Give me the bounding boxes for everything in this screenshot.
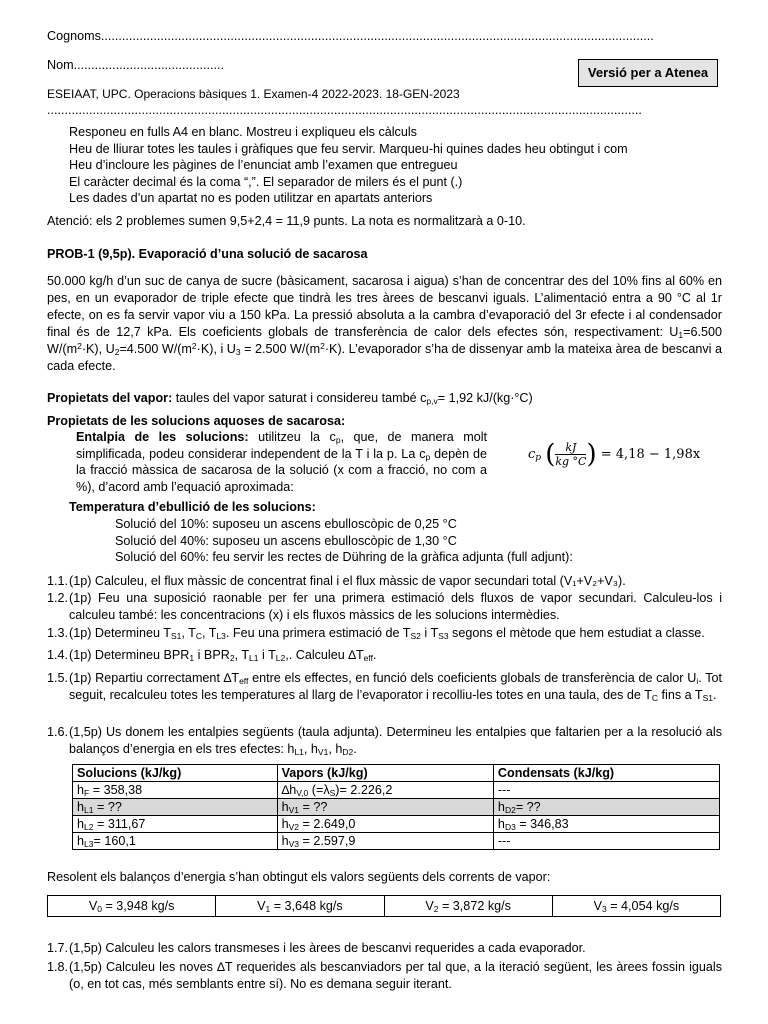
- question-1-3: 1.3. (1p) Determineu $T_{S1}$, $T_C$, $T_{L3}$. Feu una primera estimació de $T_{S2}$ i $T_{S3}$ segons el mètode que hem estudiat a classe.: [47, 626, 705, 641]
- table-cell: $V_3 = 4,054$ kg/s: [552, 896, 720, 917]
- question-1-5: 1.5. (1p) Repartiu correctament $\Delta T_{eff}$ entre els effectes, en funció dels coeficients globals de transferència de calor $U_i$. Tot seguit, recalculeu totes les temperatures al llarg de l’evaporator i recolliu-les totes en una taula, des de $T_C$ fins a $T_{S1}$.: [47, 671, 722, 703]
- question-1-4: 1.4. (1p) Determineu $BPR_1$ i $BPR_2$, $T_{L1}$ i $T_{L2}$,. Calculeu $\Delta T_{eff}$.: [47, 648, 377, 663]
- table-cell: $h_{V1}$ = ??: [277, 799, 493, 816]
- cp-equation: $c_p$ ( $\frac{kJ}{kg ^\circ C}$ ) = 4,18 − 1,98x: [528, 439, 701, 470]
- table-cell: $h_{D2}=$ ??: [493, 799, 719, 816]
- vapor-properties: Propietats del vapor: taules del vapor saturat i considereu també $c_{p,v}= 1,92$ kJ/(kg·°C): [47, 391, 533, 406]
- vapor-intro: Resolent els balanços d’energia s’han obtingut els valors següents dels corrents de vapor:: [47, 870, 551, 884]
- table-cell: ---: [493, 833, 719, 850]
- boiling-title: Temperatura d’ebullició de les solucions:: [69, 500, 316, 514]
- table-cell: $h_{V3} = 2.597,9$: [277, 833, 493, 850]
- instruction-item: El caràcter decimal és la coma “,”. El separador de milers és el punt (.): [69, 174, 463, 189]
- question-1-6: 1.6. (1,5p) Us donem les entalpies següents (taula adjunta). Determineu les entalpies que faltarien per a la resolució als balanços d’energia en els tres efectes: $h_{L1}$, $h_{V1}$, $h_{D2}$.: [47, 725, 722, 757]
- instruction-item: Responeu en fulls A4 en blanc. Mostreu i expliqueu els càlculs: [69, 125, 417, 139]
- question-1-2: 1.2. (1p) Feu una suposició raonable per fer una primera estimació dels fluxos de vapor secundari. Calculeu-los i calculeu també: les concentracions (x) i els fluxos màssics de les solucions intermèdies.: [47, 591, 722, 622]
- table-row: [73, 782, 720, 799]
- table-cell: $h_{L1}$ = ??: [73, 799, 278, 816]
- version-box: Versió per a Atenea: [578, 59, 718, 87]
- instruction-item: Les dades d’un apartat no es poden utilitzar en apartats anteriors: [69, 191, 433, 205]
- question-1-8: 1.8. (1,5p) Calculeu les noves ∆T requerides als bescanviadors per tal que, a la iteració següent, les àrees fossin iguals (o, en tot cas, més semblants entre sí). No es demana seguir iterant.: [47, 960, 722, 991]
- table-cell: $h_{V2} = 2.649,0$: [277, 816, 493, 833]
- problem-title: PROB-1 (9,5p). Evaporació d’una solució de sacarosa: [47, 247, 368, 261]
- enthalpy-description: Entalpia de les solucions: utilitzeu la $c_p$, que, de manera molt simplificada, podeu considerar independent de la T i la p. La $c_p$ depèn de la fracció màssica de sacarosa de la solució (x com a fracció, no com a %), d’acord amb l’equació aproximada:: [76, 430, 488, 494]
- boiling-items: [115, 516, 573, 566]
- table-cell: ---: [493, 782, 719, 799]
- vapor-flow-table: [47, 895, 721, 917]
- boiling-item: Solució del 40%: suposeu un ascens ebulloscòpic de 1,30 °C: [115, 533, 457, 548]
- question-1-7: 1.7. (1,5p) Calculeu les calors transmeses i les àrees de bescanvi requerides a cada evaporador.: [47, 941, 586, 955]
- table-cell: $V_0 = 3,948$ kg/s: [48, 896, 216, 917]
- boiling-item: Solució del 60%: feu servir les rectes de Dühring de la gràfica adjunta (full adjunt):: [115, 550, 573, 564]
- column-header: Solucions (kJ/kg): [73, 765, 278, 782]
- separator-line: ..........................................................................................................................................................................: [47, 103, 642, 117]
- name-field: Nom...........................................: [47, 58, 225, 72]
- table-row: [73, 833, 720, 850]
- table-cell: $\Delta h_{V,0}$ $(=\lambda_S)= 2.226,2$: [277, 782, 493, 799]
- instructions: [69, 124, 709, 207]
- boiling-item: Solució del 10%: suposeu un ascens ebulloscòpic de 0,25 °C: [115, 517, 457, 531]
- table-cell: $V_1 = 3,648$ kg/s: [216, 896, 384, 917]
- enthalpy-table: [72, 764, 720, 850]
- table-cell: $h_{L3}= 160,1$: [73, 833, 278, 850]
- table-row: [73, 816, 720, 833]
- solution-properties-title: Propietats de les solucions aquoses de sacarosa:: [47, 414, 346, 428]
- table-row: [48, 896, 721, 917]
- course-header: ESEIAAT, UPC. Operacions bàsiques 1. Examen-4 2022-2023. 18-GEN-2023: [47, 87, 460, 101]
- table-cell: $h_{L2} = 311,67$: [73, 816, 278, 833]
- table-cell: $V_2 = 3,872$ kg/s: [384, 896, 552, 917]
- surname-field: Cognoms..............................................................................................................................................................: [47, 29, 654, 43]
- instruction-item: Heu d’incloure les pàgines de l’enunciat amb l’examen que entregueu: [69, 158, 458, 172]
- table-header-row: [73, 765, 720, 782]
- table-row: [73, 799, 720, 816]
- column-header: Condensats (kJ/kg): [493, 765, 719, 782]
- question-1-1: 1.1. (1p) Calculeu, el flux màssic de concentrat final i el flux màssic de vapor secundari total (V₁+V₂+V₃).: [47, 574, 626, 588]
- table-cell: $h_{D3} = 346,83$: [493, 816, 719, 833]
- instruction-item: Heu de lliurar totes les taules i gràfiques que feu servir. Marqueu-hi quines dades heu obtingut i com: [69, 141, 628, 156]
- table-cell: $h_F = 358,38$: [73, 782, 278, 799]
- attention-note: Atenció: els 2 problemes sumen 9,5+2,4 = 11,9 punts. La nota es normalitzarà a 0-10.: [47, 214, 526, 228]
- column-header: Vapors (kJ/kg): [277, 765, 493, 782]
- problem-statement: 50.000 kg/h d’un suc de canya de sucre (bàsicament, sacarosa i aigua) s’han de concentrar des del 10% fins al 60% en pes, en un evaporador de triple efecte que tindrà les tres àrees de bescanvi iguals. L’alimentació entra a 90 °C al 1r efecte, on es fa servir vapor viu a 150 kPa. La pressió absoluta a la cambra d’evaporació del 3r efecte i al condensador final és de 12,7 kPa. Els coeficients globals de transferència de calor dels efectes són, respectivament: $U_1=6.500$ $W/(m^2\cdot K)$, $U_2=4.500$ $W/(m^2\cdot K)$, i $U_3 = 2.500$ $W/(m^2\cdot K)$. L’evaporador s’ha de dissenyar amb la mateixa àrea de bescanvi a cada efecte.: [47, 274, 722, 373]
